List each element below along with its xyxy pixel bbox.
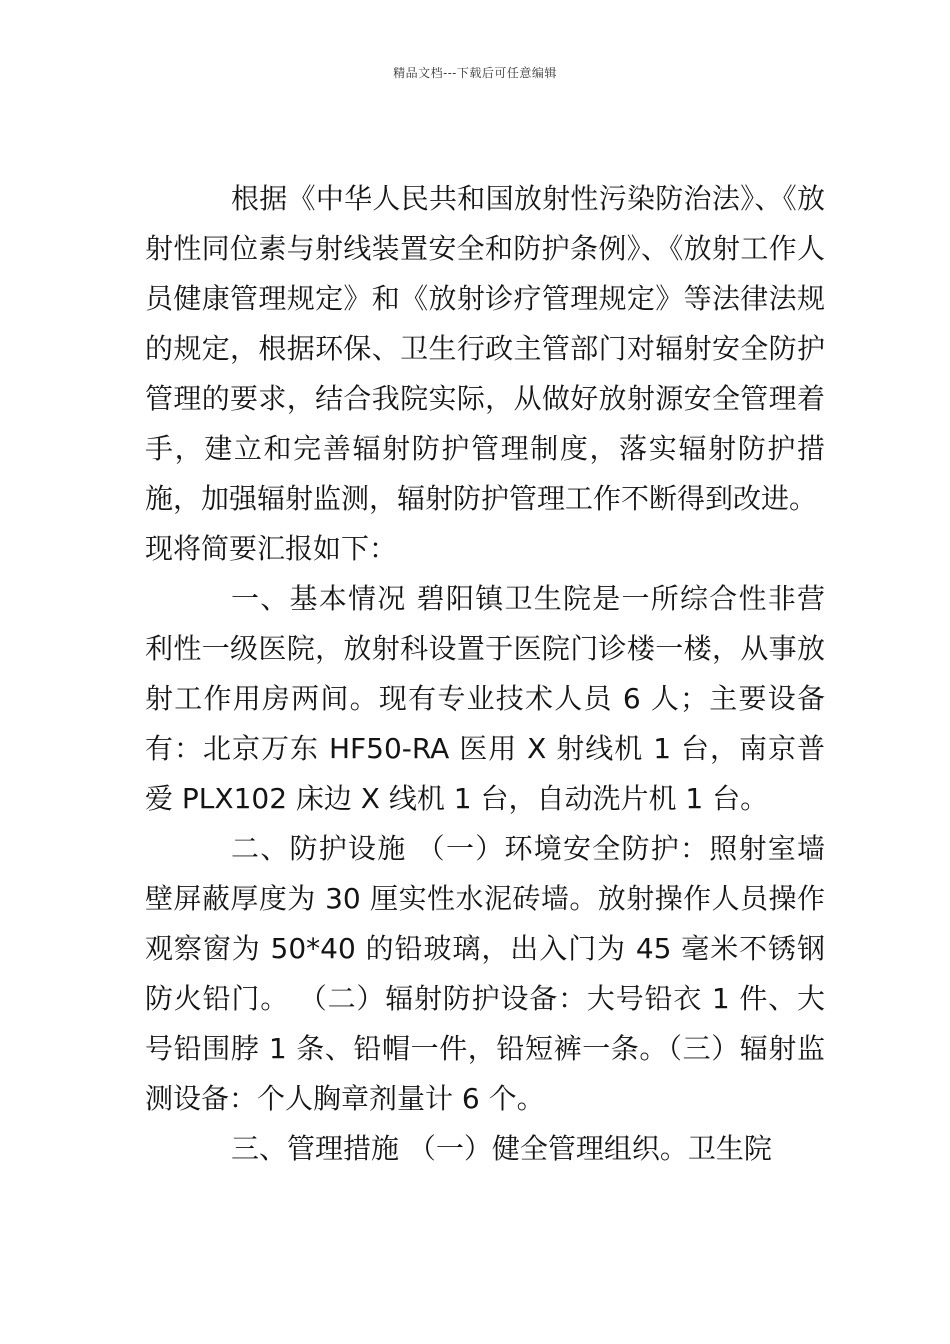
paragraph-protection-facilities: 二、防护设施 （一）环境安全防护：照射室墙壁屏蔽厚度为 30 厘实性水泥砖墙。放射操作人员操作观察窗为 50*40 的铅玻璃，出入门为 45 毫米不锈钢防火铅门。 （二）辐射防护设备：大号铅衣 1 件、大号铅围脖 1 条、铅帽一件，铅短裤一条。（三）辐射监测设备：个人胸章剂量计 6 个。 (145, 832, 825, 1115)
paragraph-management-measures: 三、管理措施 （一）健全管理组织。卫生院 (231, 1132, 772, 1165)
paragraph-intro: 根据《中华人民共和国放射性污染防治法》、《放射性同位素与射线装置安全和防护条例》、《放射工作人员健康管理规定》和《放射诊疗管理规定》等法律法规的规定，根据环保、卫生行政主管部门对辐射安全防护管理的要求，结合我院实际，从做好放射源安全管理着手，建立和完善辐射防护管理制度，落实辐射防护措施，加强辐射监测，辐射防护管理工作不断得到改进。 (145, 182, 825, 515)
paragraph-basic-info: 一、基本情况 碧阳镇卫生院是一所综合性非营利性一级医院，放射科设置于医院门诊楼一楼，从事放射工作用房两间。现有专业技术人员 6 人；主要设备有：北京万东 HF50-RA 医用 X 射线机 1 台，南京普爱 PLX102 床边 X 线机 1 台，自动洗片机 1 台。 (145, 582, 825, 815)
paragraph-report-lead: 现将简要汇报如下： (145, 532, 398, 565)
page-header: 精品文档---下载后可任意编辑 (393, 66, 557, 80)
document-body (145, 174, 825, 1174)
